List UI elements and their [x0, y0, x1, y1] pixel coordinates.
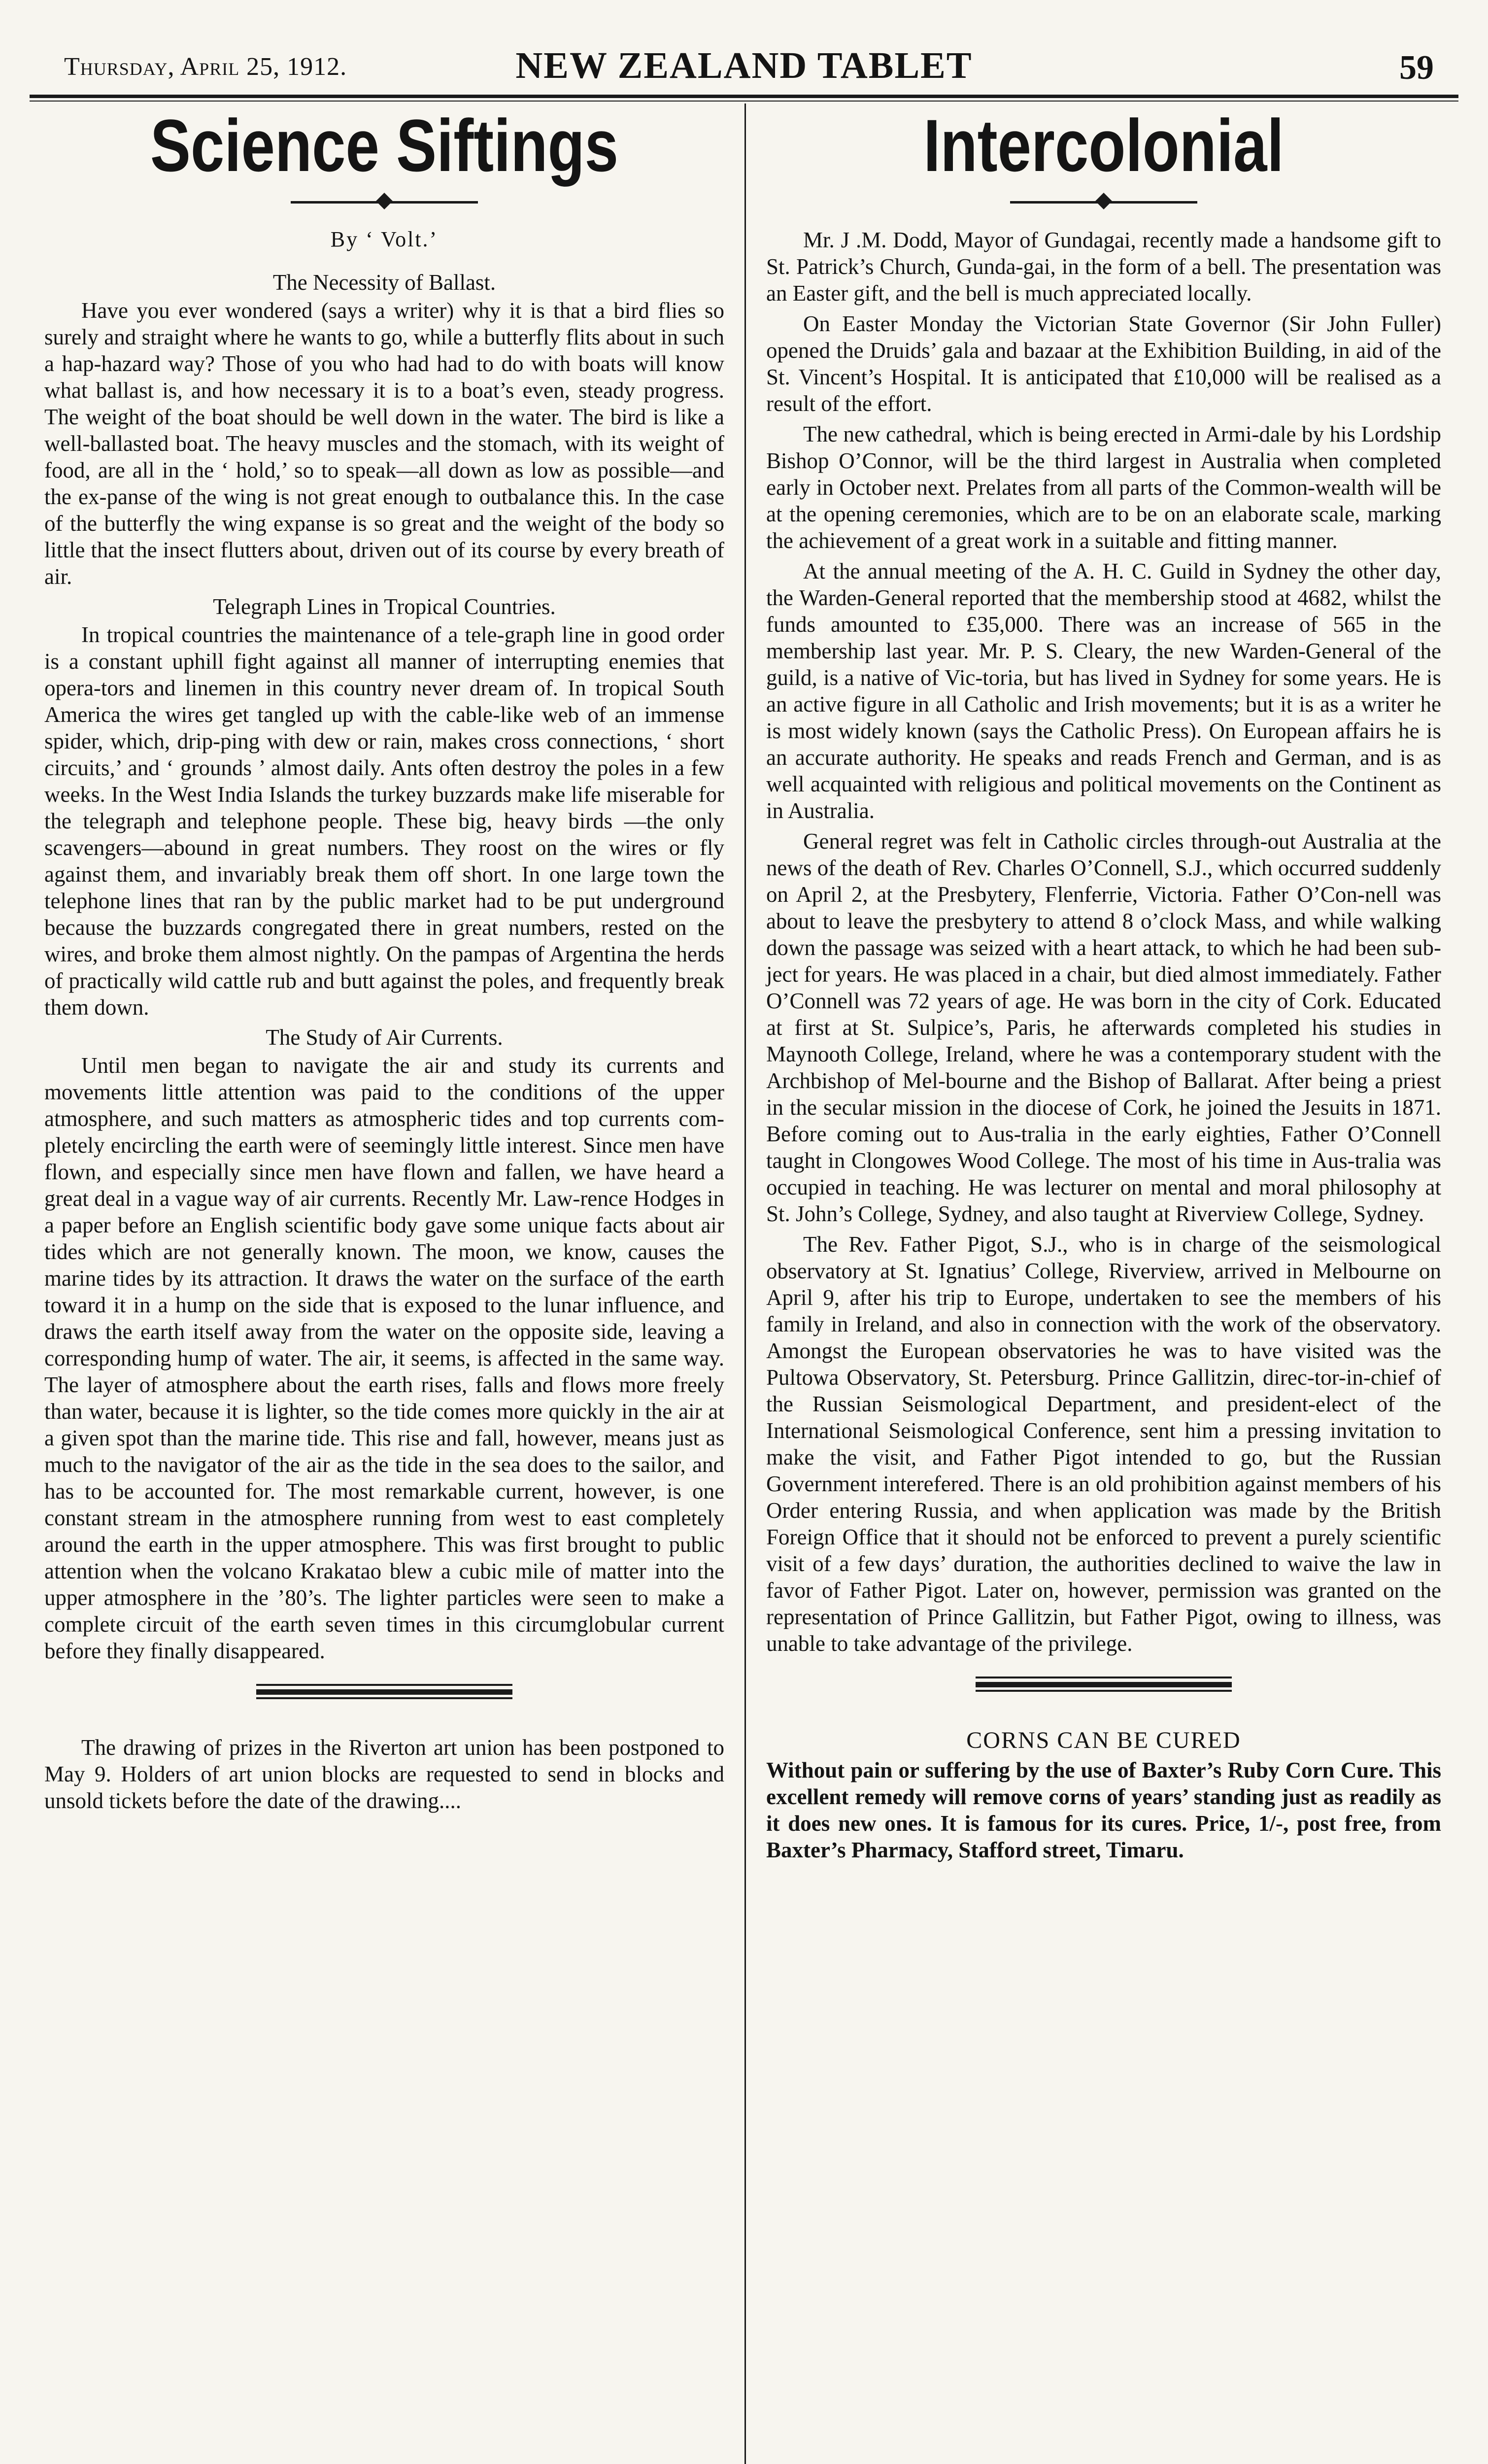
masthead-rule-thin	[30, 101, 1458, 102]
advert-body: Without pain or suffering by the use of Baxter’s Ruby Corn Cure. This excellent remedy will remove corns of years’ standing just as readily as it does new ones. It is famous for its cures. Price, 1/-, post free, from Baxter’s Pharmacy, Stafford street, Timaru.	[766, 1758, 1441, 1862]
advert-title: CORNS CAN BE CURED	[966, 1727, 1241, 1753]
article-paragraph: Until men began to navigate the air and study its currents and movements little attention was paid to the conditions of the upper atmosphere, and such matters as atmospheric tides and top currents com-pletely encircling the earth were of seemingly little interest. Since men have flown, and especially since men have flown and fallen, we have heard a great deal in a vague way of air currents. Recently Mr. Law-rence Hodges in a paper before an English scientific body gave some unique facts about air tides which are not generally known. The moon, we know, causes the marine tides by its attraction. It draws the water on the surface of the earth toward it in a hump on the side that is exposed to the lunar influence, and draws the earth itself away from the water on the opposite side, leaving a corresponding hump of water. The air, it seems, is affected in the same way. The layer of atmosphere about the earth rises, falls and flows more freely than water, because it is lighter, so the tide comes more quickly in the air at a given spot than the marine tide. This rise and fall, however, means just as much to the navigator of the air as the tide in the sea does to the sailor, and has to be accounted for. The most remarkable current, however, is one constant stream in the atmosphere running from west to east completely around the earth in the upper atmosphere. This was first brought to public attention when the volcano Krakatao blew a cubic mile of matter into the upper atmosphere in the ’80’s. The lighter particles were seen to make a complete circuit of the earth seven times in this circumglobular current before they finally disappeared.	[44, 1053, 724, 1663]
news-paragraph: The Rev. Father Pigot, S.J., who is in charge of the seismological observatory at St. Ignatius’ College, Riverview, arrived in Melbourne on April 9, after his trip to Europe, undertaken to see the members of his family in Ireland, and also in connection with the work of the observatory. Amongst the European observatories he was to have visited was the Pultowa Observatory, St. Petersburg. Prince Gallitzin, direc-tor-in-chief of the Russian Seismological Department, and president-elect of the International Seismological Conference, sent him a pressing invitation to make the visit, and Father Pigot intended to go, but the Russian Government interefered. There is an old prohibition against members of his Order entering Russia, and when application was made by the British Foreign Office that it should not be enforced to prevent a purely scientific visit of a few days’ duration, the authorities declined to waive the law in favor of Father Pigot. Later on, however, permission was granted on the representation of Prince Gallitzin, but Father Pigot, owing to illness, was unable to take advantage of the privilege.	[766, 1232, 1441, 1656]
intercolonial-title: Intercolonial	[923, 104, 1284, 187]
left-column	[44, 104, 724, 1818]
page-number: 59	[1399, 49, 1434, 87]
title-ornament	[291, 192, 478, 212]
news-paragraph: General regret was felt in Catholic circles through-out Australia at the news of the death of Rev. Charles O’Connell, S.J., which occurred suddenly on April 2, at the Presbytery, Flenferrie, Victoria. Father O’Con-nell was about to leave the presbytery to attend 8 o’clock Mass, and while walking down the passage was seized with a heart attack, to which he had been sub-ject for years. He was placed in a chair, but died almost immediately. Father O’Connell was 72 years of age. He was born in the city of Cork. Educated at first at St. Sulpice’s, Paris, he afterwards completed his studies in Maynooth College, Ireland, where he was a contemporary student with the Archbishop of Mel-bourne and the Bishop of Ballarat. After being a priest in the secular mission in the diocese of Cork, he joined the Jesuits in 1871. Before coming out to Aus-tralia in the early eighties, Father O’Connell taught in Clongowes Wood College. The most of his time in Aus-tralia was occupied in teaching. He was lecturer on mental and moral philosophy at St. John’s College, Sydney, and also taught at Riverview College, Sydney.	[766, 829, 1441, 1226]
section-separator	[976, 1677, 1232, 1692]
article-subhead: Telegraph Lines in Tropical Countries.	[213, 594, 556, 619]
masthead-rule	[30, 95, 1458, 98]
article-paragraph: Have you ever wondered (says a writer) why it is that a bird flies so surely and straight where he wants to go, while a butterfly flits about in such a hap-hazard way? Those of you who had had to do with boats will know what ballast is, and how necessary it is to a boat’s even, steady progress. The weight of the boat should be well down in the water. The bird is like a well-ballasted boat. The heavy muscles and the stomach, with its weight of food, are all in the ‘ hold,’ so to speak—all down as low as possible—and the ex-panse of the wing is not great enough to outbalance this. In the case of the butterfly the wing expanse is so great and the weight of the body so little that the insect flutters about, driven out of its course by every breath of air.	[44, 298, 724, 589]
article-subhead: The Necessity of Ballast.	[272, 270, 496, 295]
issue-date: Thursday, April 25, 1912.	[64, 53, 347, 81]
news-paragraph: On Easter Monday the Victorian State Governor (Sir John Fuller) opened the Druids’ gala and bazaar at the Exhibition Building, in aid of the St. Vincent’s Hospital. It is anticipated that £10,000 will be realised as a result of the effort.	[766, 311, 1441, 416]
byline: By ‘ Volt.’	[330, 227, 439, 251]
article-subhead: The Study of Air Currents.	[266, 1025, 503, 1050]
title-ornament	[1010, 192, 1197, 212]
article-paragraph: In tropical countries the maintenance of a tele-graph line in good order is a constant uphill fight against all manner of interrupting enemies that opera-tors and linemen in this country never dream of. In tropical South America the wires get tangled up with the cable-like web of an immense spider, which, drip-ping with dew or rain, makes cross connections, ‘ short circuits,’ and ‘ grounds ’ almost daily. Ants often destroy the poles in a few weeks. In the West India Islands the turkey buzzards make life miserable for the telegraph and telephone people. These big, heavy birds —the only scavengers—abound in great numbers. They roost on the wires or fly against them, and invariably break them off short. In one large town the telephone lines that ran by the public market had to be put underground because the buzzards congregated there in great numbers, rested on the wires, and broke them almost nightly. On the pampas of Argentina the herds of practically wild cattle rub and butt against the poles, and frequently break them down.	[44, 622, 724, 1020]
column-divider	[744, 103, 746, 2464]
news-paragraph: Mr. J .M. Dodd, Mayor of Gundagai, recently made a handsome gift to St. Patrick’s Church, Gunda-gai, in the form of a bell. The presentation was an Easter gift, and the bell is much appreciated locally.	[766, 228, 1441, 306]
art-union-notice: The drawing of prizes in the Riverton art union has been postponed to May 9. Holders of art union blocks are requested to send in blocks and unsold tickets before the date of the drawing....	[44, 1735, 724, 1813]
section-separator	[256, 1684, 512, 1700]
news-paragraph: At the annual meeting of the A. H. C. Guild in Sydney the other day, the Warden-General reported that the membership stood at 4682, whilst the funds amounted to £35,000. There was an increase of 565 in the membership last year. Mr. P. S. Cleary, the new Warden-General of the guild, is a native of Vic-toria, but has lived in Sydney for some years. He is an active figure in all Catholic and Irish movements; but it is as a writer he is most widely known (says the Catholic Press). On European affairs he is an accurate authority. He speaks and reads French and German, and is as well acquainted with religious and political movements on the Continent as in Australia.	[766, 559, 1441, 823]
science-siftings-title: Science Siftings	[150, 104, 619, 187]
news-paragraph: The new cathedral, which is being erected in Armi-dale by his Lordship Bishop O’Connor, will be the third largest in Australia when completed early in October next. Prelates from all parts of the Common-wealth will be at the opening ceremonies, which are to be on an elaborate scale, marking the achievement of a great work in a suitable and fitting manner.	[766, 422, 1441, 553]
masthead	[34, 38, 1454, 93]
publication-title: NEW ZEALAND TABLET	[515, 45, 973, 86]
right-column	[766, 104, 1441, 1863]
